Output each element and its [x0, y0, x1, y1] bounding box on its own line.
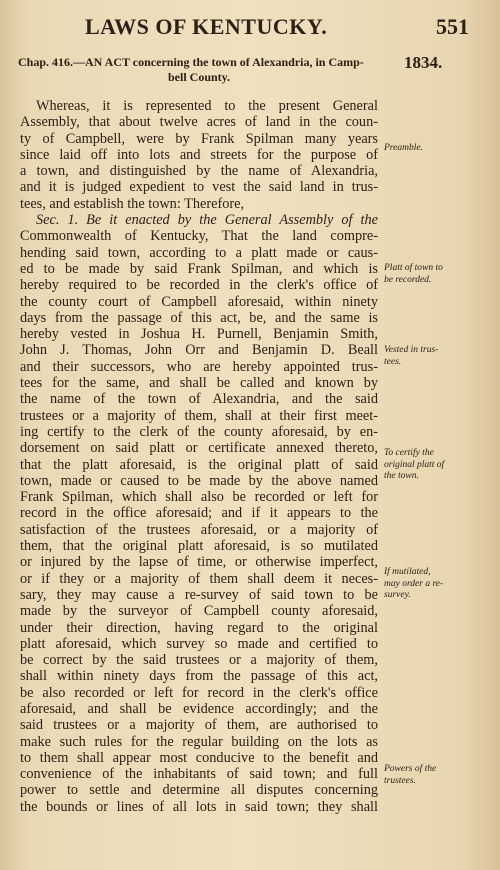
margin-note-line: original platt of	[384, 459, 445, 470]
text-line: tees, and establish the town: Therefore,	[20, 195, 245, 212]
text-line: them, that the original platt aforesaid, is so mutilated	[20, 538, 378, 555]
text-line: ing certify to the clerk of the county aforesaid, by en-	[20, 423, 378, 440]
margin-note-line: survey.	[384, 590, 411, 600]
text-line: ty of Campbell, were by Frank Spilman many years	[20, 130, 378, 147]
text-line: make such rules for the regular building on the lots as	[20, 733, 378, 750]
text-line: the name of the town of Alexandria, and the said	[20, 391, 378, 408]
margin-note-vested-trustees	[384, 345, 494, 368]
chapter-heading-line: bell County.	[168, 70, 231, 84]
text-line: tees for the same, and shall be called and known by	[20, 375, 378, 392]
text-line: platt aforesaid, which survey so made and certified to	[20, 635, 378, 652]
text-line: hereby required to be recorded in the clerk's office of	[20, 277, 378, 294]
text-line: Whereas, it is represented to the present General	[36, 98, 378, 114]
margin-note-line: tees.	[384, 356, 402, 367]
text-line: a town, and distinguished by the name of Alexandria,	[20, 163, 378, 180]
text-line: power to settle and determine all disputes concerning	[20, 782, 378, 799]
text-line: Sec. 1. Be it enacted by the General Assembly of the	[36, 212, 378, 229]
text-line: hending said town, according to a platt made or caus-	[20, 244, 378, 261]
text-line: dorsement on said platt or certificate annexed thereto,	[20, 440, 378, 457]
text-line: since laid off into lots and streets for the purpose of	[20, 146, 378, 163]
margin-note-certify-platt	[384, 448, 494, 483]
year-label: 1834.	[404, 53, 443, 72]
page-number: 551	[436, 14, 469, 39]
margin-note-line: If mutilated,	[384, 567, 431, 577]
text-line: under their direction, having regard to the original	[20, 619, 378, 636]
margin-note-line: Platt of town to	[384, 263, 443, 273]
margin-note-line: the town.	[384, 471, 419, 481]
margin-note-line: Vested in trus-	[384, 345, 439, 355]
chapter-heading	[18, 55, 368, 85]
text-line: that the platt aforesaid, is the original platt of said	[20, 456, 378, 473]
text-line: the bounds or lines of all lots in said town; they shall	[20, 798, 378, 815]
text-line: shall within ninety days from the passage of this act,	[20, 668, 378, 685]
text-line: be correct by the said trustees or a majority of them,	[20, 652, 378, 669]
margin-note-line: Preamble.	[384, 143, 423, 153]
text-line: satisfaction of the trustees aforesaid, or a majority of	[20, 521, 378, 538]
text-line: be also recorded or left for record in the clerk's office	[20, 684, 378, 701]
text-line: aforesaid, and shall be evidence accordingly; and the	[20, 700, 378, 717]
text-line: said trustees or a majority of them, are authorised to	[20, 717, 378, 734]
text-line: Assembly, that about twelve acres of land in the coun-	[20, 114, 378, 131]
margin-note-powers-trustees	[384, 764, 494, 787]
running-title: LAWS OF KENTUCKY.	[85, 14, 328, 39]
text-line: town, made or caused to be made by the above named	[20, 472, 378, 489]
text-line: sary, they may cause a re-survey of said town to be	[20, 586, 378, 603]
margin-note-line: may order a re-	[384, 578, 444, 589]
text-line: days from the passage of this act, be, and the same is	[20, 309, 378, 326]
text-line: Frank Spilman, which shall also be recorded or left for	[20, 489, 378, 506]
text-line: to them shall appear most conducive to the benefit and	[20, 749, 378, 766]
text-line: John J. Thomas, John Orr and Benjamin D. Beall	[20, 342, 378, 359]
margin-note-line: trustees.	[384, 775, 416, 786]
text-line: the county court of Campbell aforesaid, within ninety	[20, 293, 378, 310]
text-line: ed to be made by said Frank Spilman, and which is	[20, 260, 378, 277]
text-line: hereby vested in Joshua H. Purnell, Benjamin Smith,	[20, 326, 378, 343]
text-line: Commonwealth of Kentucky, That the land compre-	[20, 228, 378, 245]
chapter-heading-line: Chap. 416.—AN ACT concerning the town of Alexandria, in Camp-	[18, 55, 364, 69]
text-line: or if they or a majority of them shall deem it neces-	[20, 570, 378, 587]
margin-note-platt-recorded	[384, 263, 494, 286]
text-line: and their successors, who are hereby appointed trus-	[20, 358, 378, 375]
text-line: trustees or a majority of them, shall at their first meet-	[20, 407, 378, 424]
text-line: convenience of the inhabitants of said town; and full	[20, 766, 378, 783]
margin-note-preamble	[384, 143, 494, 155]
page-header	[0, 14, 500, 44]
text-line: and it is judged expedient to vest the said land in trus-	[20, 179, 378, 196]
text-line: made by the surveyor of Campbell county aforesaid,	[20, 603, 378, 620]
margin-note-resurvey	[384, 567, 494, 602]
text-line: or injured by the lapse of time, or otherwise imperfect,	[20, 554, 378, 571]
margin-note-line: To certify the	[384, 448, 434, 458]
act-body-text	[20, 98, 378, 815]
margin-note-line: be recorded.	[384, 274, 432, 285]
margin-note-line: Powers of the	[384, 764, 437, 774]
text-line: record in the office aforesaid; and if it appears to the	[20, 505, 378, 522]
